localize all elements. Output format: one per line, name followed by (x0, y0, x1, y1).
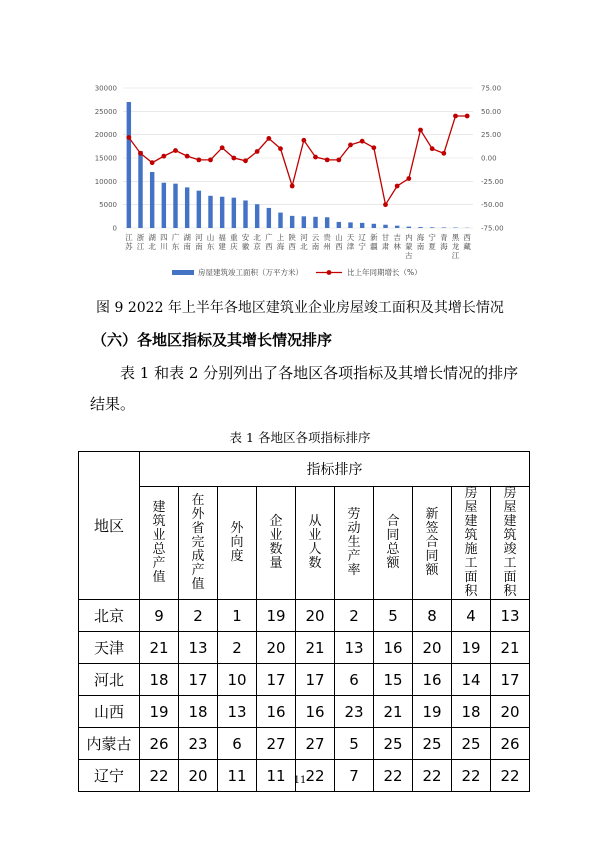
category-label: 四 (160, 233, 168, 242)
legend-line-label: 比上年同期增长（%） (347, 268, 422, 277)
rank-cell: 5 (335, 728, 374, 760)
rank-cell: 18 (140, 664, 179, 696)
growth-point (360, 139, 365, 144)
category-label: 黑 (451, 233, 460, 242)
category-label: 浙 (136, 233, 145, 242)
bar (418, 227, 422, 228)
rank-cell: 19 (257, 600, 296, 632)
rank-cell: 21 (374, 696, 413, 728)
left-tick-label: 25000 (94, 107, 117, 116)
rank-cell: 22 (140, 760, 179, 792)
left-tick-label: 20000 (94, 131, 117, 140)
category-label: 贵 (323, 233, 331, 242)
category-label: 江 (136, 242, 145, 251)
category-label: 广 (265, 233, 273, 242)
rank-cell: 5 (374, 600, 413, 632)
bar (302, 216, 306, 228)
category-label: 肃 (381, 242, 390, 251)
category-label: 河 (300, 233, 308, 242)
growth-point (313, 155, 318, 160)
bar (395, 226, 399, 228)
bar (383, 225, 387, 228)
category-label: 北 (148, 242, 156, 251)
growth-point (208, 157, 213, 162)
rank-cell: 25 (413, 728, 452, 760)
region-header: 地区 (79, 452, 140, 600)
rank-cell: 25 (452, 728, 491, 760)
category-label: 云 (311, 233, 320, 242)
rank-cell: 23 (335, 696, 374, 728)
right-tick-label: -75.00 (481, 224, 504, 233)
table-row (79, 728, 530, 760)
rank-cell: 19 (140, 696, 179, 728)
growth-point (196, 157, 201, 162)
rank-cell: 15 (374, 664, 413, 696)
region-cell: 辽宁 (79, 760, 140, 792)
rank-cell: 7 (335, 760, 374, 792)
rank-cell: 18 (452, 696, 491, 728)
rank-cell: 22 (374, 760, 413, 792)
rank-cell: 20 (296, 600, 335, 632)
left-tick-label: 10000 (94, 177, 117, 186)
bar (348, 222, 352, 228)
left-tick-label: 30000 (94, 84, 117, 93)
category-label: 南 (416, 242, 425, 251)
rank-cell: 16 (374, 632, 413, 664)
growth-point (290, 184, 295, 189)
chart-svg (60, 70, 540, 290)
category-label: 苏 (125, 242, 133, 251)
rank-cell: 14 (452, 664, 491, 696)
rank-cell: 18 (179, 696, 218, 728)
region-cell: 山西 (79, 696, 140, 728)
category-label: 西 (335, 242, 343, 251)
rank-cell: 20 (179, 760, 218, 792)
growth-point (430, 146, 435, 151)
bar (337, 222, 341, 228)
growth-point (126, 135, 131, 140)
category-label: 川 (160, 242, 168, 251)
growth-point (255, 149, 260, 154)
rank-cell: 21 (296, 632, 335, 664)
growth-point (278, 146, 283, 151)
category-label: 建 (218, 242, 226, 251)
rank-cell: 26 (140, 728, 179, 760)
rank-cell: 20 (413, 632, 452, 664)
category-label: 甘 (381, 233, 390, 242)
section-heading: （六）各地区指标及其增长情况排序 (92, 331, 333, 349)
rank-cell: 6 (335, 664, 374, 696)
category-label: 江 (451, 251, 460, 260)
category-label: 南 (195, 242, 203, 251)
rank-cell: 20 (491, 696, 530, 728)
category-label: 上 (276, 233, 285, 242)
category-label: 宁 (358, 242, 366, 251)
column-header: 劳动生产率 (335, 487, 374, 600)
category-label: 青 (440, 233, 448, 242)
rank-cell: 1 (218, 600, 257, 632)
bar (185, 187, 189, 228)
category-label: 东 (206, 242, 215, 251)
category-label: 蒙 (405, 242, 413, 251)
right-tick-label: 75.00 (481, 84, 502, 93)
category-label: 藏 (463, 242, 471, 251)
category-label: 陕 (288, 233, 296, 242)
rank-cell: 10 (218, 664, 257, 696)
category-label: 北 (300, 242, 308, 251)
page-number: 11 (293, 775, 307, 786)
legend-bar-swatch (172, 270, 194, 275)
category-label: 林 (393, 242, 401, 251)
column-header: 房屋建筑施工面积 (452, 487, 491, 600)
bar (313, 217, 317, 228)
category-label: 重 (230, 233, 238, 242)
category-label: 西 (463, 233, 471, 242)
category-label: 山 (335, 233, 343, 242)
rank-cell: 22 (296, 760, 335, 792)
rank-cell: 17 (257, 664, 296, 696)
growth-point (220, 145, 225, 150)
growth-point (266, 136, 271, 141)
bar (278, 213, 282, 228)
right-tick-label: 25.00 (481, 131, 502, 140)
rank-cell: 6 (218, 728, 257, 760)
column-header: 从业人数 (296, 487, 335, 600)
bar (173, 184, 177, 228)
category-label: 广 (171, 233, 180, 242)
growth-point (406, 176, 411, 181)
category-label: 海 (440, 242, 448, 251)
body-paragraph: 表 1 和表 2 分别列出了各地区各项指标及其增长情况的排序结果。 (90, 364, 519, 413)
bar (208, 196, 212, 228)
category-label: 湖 (183, 233, 191, 242)
category-label: 福 (218, 233, 226, 242)
bar (325, 217, 329, 228)
category-label: 天 (346, 233, 355, 242)
rank-cell: 8 (413, 600, 452, 632)
bar (150, 172, 154, 228)
category-label: 东 (171, 242, 180, 251)
rank-cell: 25 (374, 728, 413, 760)
category-label: 疆 (370, 242, 378, 251)
rank-cell: 2 (218, 632, 257, 664)
bar (162, 183, 166, 228)
category-label: 州 (323, 242, 331, 251)
right-tick-label: -50.00 (481, 201, 504, 210)
rank-cell: 13 (335, 632, 374, 664)
rank-cell: 19 (413, 696, 452, 728)
category-label: 南 (311, 242, 320, 251)
left-tick-label: 5000 (99, 201, 117, 210)
table-row (79, 696, 530, 728)
group-header: 指标排序 (140, 452, 530, 487)
category-label: 北 (253, 233, 261, 242)
growth-point (150, 160, 155, 165)
ranking-table (78, 451, 530, 792)
category-label: 西 (265, 242, 273, 251)
growth-point (243, 158, 248, 163)
bar (255, 204, 259, 228)
growth-point (348, 143, 353, 148)
rank-cell: 22 (413, 760, 452, 792)
growth-point (441, 151, 446, 156)
category-label: 庆 (230, 242, 238, 251)
right-tick-label: -25.00 (481, 177, 504, 186)
rank-cell: 2 (335, 600, 374, 632)
category-label: 徽 (241, 242, 250, 251)
area-growth-chart (60, 70, 540, 290)
growth-point (301, 138, 306, 143)
rank-cell: 27 (296, 728, 335, 760)
bar (220, 197, 224, 228)
region-cell: 河北 (79, 664, 140, 696)
category-label: 津 (346, 242, 355, 251)
bar (127, 102, 131, 228)
table-row (79, 664, 530, 696)
growth-point (418, 128, 423, 133)
column-header: 建筑业总产值 (140, 487, 179, 600)
growth-point (465, 114, 470, 119)
category-label: 西 (288, 242, 296, 251)
category-label: 吉 (393, 233, 401, 242)
bar (197, 191, 201, 228)
growth-point (383, 202, 388, 207)
growth-point (336, 157, 341, 162)
rank-cell: 2 (179, 600, 218, 632)
left-tick-label: 0 (112, 224, 117, 233)
rank-cell: 17 (491, 664, 530, 696)
growth-point (325, 157, 330, 162)
table-caption: 表 1 各地区各项指标排序 (229, 430, 371, 445)
growth-point (138, 151, 143, 156)
figure-caption: 图 9 2022 年上半年各地区建筑业企业房屋竣工面积及其增长情况 (96, 300, 504, 316)
category-label: 新 (370, 233, 378, 242)
region-cell: 天津 (79, 632, 140, 664)
category-label: 安 (241, 233, 250, 242)
column-header: 合同总额 (374, 487, 413, 600)
category-label: 山 (206, 233, 215, 242)
rank-cell: 23 (179, 728, 218, 760)
rank-cell: 16 (413, 664, 452, 696)
growth-line (129, 116, 467, 205)
bar (430, 227, 434, 228)
bar (360, 223, 364, 228)
rank-cell: 21 (491, 632, 530, 664)
category-label: 海 (276, 242, 285, 251)
rank-cell: 4 (452, 600, 491, 632)
column-header: 在外省完成产值 (179, 487, 218, 600)
rank-cell: 22 (491, 760, 530, 792)
category-label: 龙 (451, 242, 460, 251)
bar (290, 216, 294, 228)
legend-line-marker (327, 270, 332, 275)
rank-cell: 26 (491, 728, 530, 760)
rank-cell: 17 (296, 664, 335, 696)
category-label: 内 (405, 233, 413, 242)
bar (232, 198, 236, 228)
category-label: 湖 (148, 233, 156, 242)
growth-point (453, 114, 458, 119)
growth-point (371, 145, 376, 150)
region-cell: 北京 (79, 600, 140, 632)
rank-cell: 13 (491, 600, 530, 632)
left-tick-label: 15000 (94, 154, 117, 163)
rank-cell: 22 (452, 760, 491, 792)
rank-cell: 17 (179, 664, 218, 696)
category-label: 南 (183, 242, 191, 251)
right-tick-label: 0.00 (481, 154, 497, 163)
rank-cell: 19 (452, 632, 491, 664)
rank-cell: 13 (218, 696, 257, 728)
bar (243, 200, 247, 228)
rank-cell: 11 (218, 760, 257, 792)
legend-bar-label: 房屋建筑竣工面积（万平方米） (198, 268, 303, 277)
column-header: 企业数量 (257, 487, 296, 600)
category-label: 宁 (428, 233, 436, 242)
right-tick-label: 50.00 (481, 107, 502, 116)
bar (407, 227, 411, 228)
category-label: 海 (416, 233, 425, 242)
rank-cell: 9 (140, 600, 179, 632)
table-row (79, 632, 530, 664)
rank-cell: 20 (257, 632, 296, 664)
bar (267, 208, 271, 228)
category-label: 江 (125, 233, 133, 242)
column-header: 外向度 (218, 487, 257, 600)
growth-point (173, 148, 178, 153)
bar (372, 224, 376, 228)
growth-point (161, 154, 166, 159)
rank-cell: 16 (296, 696, 335, 728)
bar (442, 227, 446, 228)
rank-cell: 27 (257, 728, 296, 760)
category-label: 京 (253, 242, 261, 251)
growth-point (395, 184, 400, 189)
bar (138, 151, 142, 228)
rank-cell: 16 (257, 696, 296, 728)
category-label: 河 (195, 233, 203, 242)
column-header: 房屋建筑竣工面积 (491, 487, 530, 600)
rank-cell: 21 (140, 632, 179, 664)
rank-cell: 13 (179, 632, 218, 664)
rank-cell: 11 (257, 760, 296, 792)
table-row (79, 600, 530, 632)
growth-point (231, 156, 236, 161)
category-label: 古 (405, 251, 413, 260)
region-cell: 内蒙古 (79, 728, 140, 760)
category-label: 辽 (358, 233, 366, 242)
column-header: 新签合同额 (413, 487, 452, 600)
growth-point (185, 154, 190, 159)
category-label: 夏 (428, 242, 436, 251)
